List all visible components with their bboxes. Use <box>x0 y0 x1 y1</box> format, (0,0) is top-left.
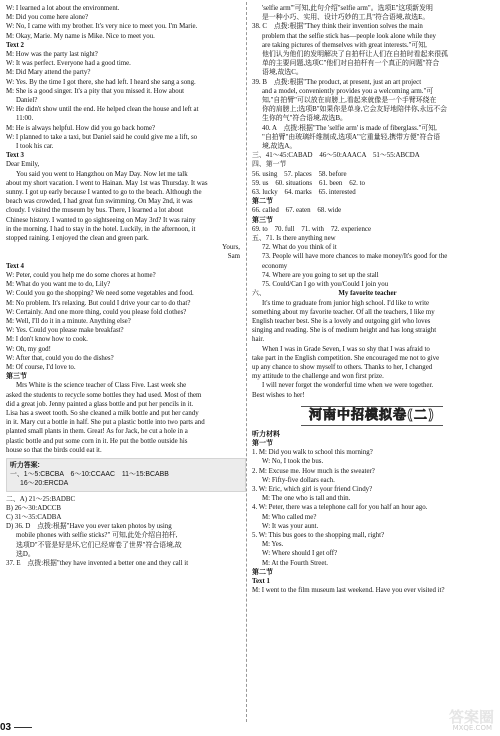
listening-line: W: Fifty-five dollars each. <box>262 476 335 484</box>
right-column <box>252 4 492 595</box>
listening-line: Text 1 <box>252 577 270 585</box>
text-line: M: He is always helpful. How did you go back home? <box>6 124 156 132</box>
text-line: M: Of course, I'd love to. <box>6 363 76 371</box>
answer-line: 37. E 点拨:根据"they have invented a better one and they call it <box>6 559 189 567</box>
page-number: 03 <box>0 722 32 733</box>
listening-line: 2. M: Excuse me. How much is the sweater? <box>252 467 375 475</box>
answers-line-2: 16～20:ERCDA <box>20 480 69 488</box>
listening-line: 1. M: Did you walk to school this morning? <box>252 449 373 457</box>
answer-line: 选D。 <box>16 550 35 558</box>
text-line: Text 4 <box>6 262 24 270</box>
watermark-url: MXQE.COM <box>452 724 492 732</box>
text-line: 你的肩膀上;选项B"如果你是单身,它会友好地陪伴你,永远不会 <box>262 106 448 114</box>
text-line: M: I don't know how to cook. <box>6 336 88 344</box>
text-line: 三、41～45:CABAD 46～50:AAACA 51～55:ABCDA <box>252 152 420 160</box>
text-line: about my short vacation. I went to Hainan. May 1st was Thursday. It was <box>6 179 208 187</box>
text-line: 59. us 60. situations 61. been 62. to <box>252 179 365 187</box>
listening-material <box>252 430 492 596</box>
text-line: 69. to 70. full 71. with 72. experience <box>252 225 372 233</box>
answer-line: C) 31～35:CADBA <box>6 513 62 521</box>
text-line: W: Peter, could you help me do some chores at home? <box>6 271 156 279</box>
text-line: You said you went to Hangzhou on May Day. Now let me talk <box>16 170 188 178</box>
text-line: 66. called 67. eaten 68. wide <box>252 207 342 215</box>
text-line: 境,故选A。 <box>262 143 297 151</box>
text-line: beach was crowded, I had great fun swimming. On May 2nd, it was <box>6 198 193 206</box>
text-line: sunny. I got up early because I wanted to go to the beach. Although the <box>6 189 202 197</box>
listening-line: 4. W: Peter, there was a telephone call for you half an hour ago. <box>252 504 428 512</box>
listening-line: M: I went to the film museum last weekend. Have you ever visited it? <box>252 587 445 595</box>
text-line: W: I learned a lot about the environment. <box>6 5 120 12</box>
text-line: 72. What do you think of it <box>262 244 337 252</box>
text-line: Yours, <box>222 244 240 252</box>
text-line: M: What do you want me to do, Lily? <box>6 281 111 289</box>
text-line: W: He didn't show until the end. He helped clean the house and left at <box>6 106 199 114</box>
text-line: M: No problem. It's relaxing. But could I drive your car to do that? <box>6 299 191 307</box>
banner-title: 河南中招模拟卷(二) <box>301 406 443 426</box>
text-line: house so that the birds could eat it. <box>6 446 102 454</box>
answers-title: 听力答案: <box>10 461 40 469</box>
essay-line: hair. <box>252 336 265 344</box>
text-line: Daniel? <box>16 97 38 105</box>
text-line: Text 2 <box>6 41 24 49</box>
listening-line: M: The one who is tall and thin. <box>262 495 351 503</box>
text-line: are taking pictures of themselves with great interests."可知, <box>262 41 427 49</box>
text-line: Mrs White is the science teacher of Class Five. Last week she <box>16 382 187 390</box>
essay-line: up any chance to show myself to others. Thanks to her, I changed <box>252 363 433 371</box>
essay-label: 六、 <box>252 290 266 298</box>
text-line: W: Yes. Could you please make breakfast? <box>6 327 124 335</box>
text-line: W: Oh, my god! <box>6 345 51 353</box>
listening-answers-box <box>6 458 246 492</box>
text-line: 56. using 57. places 58. before <box>252 170 347 178</box>
text-line: W: No, I came with my brother. It's very nice to meet you. I'm Marie. <box>6 23 198 31</box>
text-line: M: Well, I'll do it in a minute. Anything else? <box>6 317 131 325</box>
essay-title: My favorite teacher <box>338 290 397 298</box>
text-line: 五、71. Is there anything new <box>252 235 336 243</box>
text-line: Sam <box>227 253 240 261</box>
listening-line: 第一节 <box>252 438 273 447</box>
text-line: 语境,故选C。 <box>262 69 303 77</box>
section-banner <box>252 406 492 426</box>
text-line: 63. lucky 64. marks 65. interested <box>252 189 356 197</box>
listening-line: W: Where should I get off? <box>262 550 338 558</box>
text-line: "自拍臂"由玻璃纤维制成,选项A"它重量轻,携带方便"符合语 <box>262 133 441 141</box>
text-line: 四、第一节 <box>252 161 287 169</box>
listening-line: M: Yes. <box>262 541 284 549</box>
text-line: 74. Where are you going to set up the stall <box>262 271 379 279</box>
text-line: 38. C 点拨:根据"They think their invention solves the main <box>252 23 423 31</box>
text-line: planted small plants in them. Great! As for Jack, he cut a hole in a <box>6 428 188 436</box>
text-line: 39. B 点拨:根据"The product, at present, just an art project <box>252 78 422 86</box>
text-line: 单的主要问题,选项C"他们对自拍杆有一个真正的问题"符合 <box>262 60 440 68</box>
text-line: Chinese history. I wanted to go sightseeing on May 3rd? It was rainy <box>6 216 196 224</box>
text-line: 生你的气"符合语境,故选B。 <box>262 115 347 123</box>
text-line: Lisa has a sweet tooth. So she cleaned a milk bottle and put her candy <box>6 409 199 417</box>
text-line: M: How was the party last night? <box>6 51 98 59</box>
answer-line: B) 26～30:ADCCB <box>6 504 61 512</box>
text-line: W: It was perfect. Everyone had a good time. <box>6 60 131 68</box>
text-line: I took his car. <box>16 143 54 151</box>
answer-line: 选项D"不管是好是坏,它们已经席卷了世界"符合语境,故 <box>16 541 182 549</box>
text-line: W: I planned to take a taxi, but Daniel said he could give me a lift, so <box>6 133 198 141</box>
essay-line: something about my favorite teacher. Of all the teachers, I like my <box>252 308 435 316</box>
text-line: Text 3 <box>6 152 24 160</box>
text-line: M: Did you come here alone? <box>6 14 89 22</box>
text-line: 11:00. <box>16 115 34 123</box>
right-text-block <box>252 4 492 289</box>
left-column <box>6 4 246 568</box>
listening-line: M: Who called me? <box>262 513 317 521</box>
text-line: M: She is a good singer. It's a pity that you missed it. How about <box>6 87 185 95</box>
listening-line: 第二节 <box>252 567 273 576</box>
text-line: W: Could you go the shopping? We need some vegetables and food. <box>6 290 194 298</box>
listening-line: M: At the Fourth Street. <box>262 559 329 567</box>
text-line: W: Yes. By the time I got there, she had left. I heard she sang a song. <box>6 78 196 86</box>
text-line: 73. People will have more chances to make money/It's good for the <box>262 253 448 261</box>
text-line: plastic bottle and put some corn in it. He put the bottle outside his <box>6 437 188 445</box>
text-line: did a great job. Jenny painted a glass bottle and put her pencils in it. <box>6 400 194 408</box>
text-line: M: Okay, Marie. My name is Mike. Nice to meet you. <box>6 32 155 40</box>
text-line: in it. Mary cut a bottle in half. She put a plastic bottle into two parts and <box>6 419 205 427</box>
text-line: 第三节 <box>252 215 273 224</box>
listening-line: W: No, I took the bus. <box>262 458 324 466</box>
answer-line: 二、A) 21～25:BADBC <box>6 495 76 503</box>
text-line: stopped raining. I enjoyed the clean and green park. <box>6 235 149 243</box>
essay-line: my attitude to the challenge and won first prize. <box>252 373 384 381</box>
listening-line: 5. W: This bus goes to the shopping mall, right? <box>252 531 385 539</box>
text-line: 知,"自拍臂"可以放在肩膀上,看起来就像是一个手臂环绕在 <box>262 97 437 105</box>
text-line: 40. A 点拨:根据"The 'selfie arm' is made of fiberglass."可知, <box>262 124 437 132</box>
essay-heading <box>252 289 492 298</box>
answer-line: mobile phones with selfie sticks?" 可知,此处介绍自拍杆, <box>16 532 178 540</box>
text-line: asked the students to recycle some bottles they had used. Most of them <box>6 391 202 399</box>
text-line: 75. Could/Can I go with you/Could I join you <box>262 281 389 289</box>
text-line: economy <box>262 262 288 270</box>
text-line: M: Did Mary attend the party? <box>6 69 91 77</box>
left-text-block <box>6 4 246 455</box>
text-line: cloudy. I visited the museum by bus. There, I learned a lot about <box>6 207 184 215</box>
text-line: 他们认为他们的发明解决了自拍杆让人们在自拍时看起来很孤 <box>262 51 449 59</box>
text-line: 'selfie arm'"可知,此句介绍"selfie arm"。选项E"这项新发明 <box>262 5 433 12</box>
essay-line: I will never forget the wonderful time when we were together. <box>262 382 434 390</box>
text-line: 第三节 <box>6 372 27 381</box>
text-line: 第二节 <box>252 197 273 206</box>
text-line: W: After that, could you do the dishes? <box>6 354 114 362</box>
essay-line: Best wishes to her! <box>252 391 305 399</box>
listening-line: 3. W: Eric, which girl is your friend Cindy? <box>252 485 373 493</box>
listening-line: W: It was your aunt. <box>262 522 319 530</box>
text-line: W: Certainly. And one more thing, could you please fold clothes? <box>6 308 187 316</box>
essay-line: English teacher best. She is a lovely and outgoing girl who loves <box>252 317 431 325</box>
text-line: in the morning. I had to stay in the hotel. Luckily, in the afternoon, it <box>6 225 196 233</box>
essay-line: singing and reading. She is of medium height and has long straight <box>252 327 437 335</box>
essay-body <box>252 299 492 400</box>
text-line: Dear Emily, <box>6 161 40 169</box>
column-divider <box>246 2 247 722</box>
answer-line: D) 36. D 点拨:根据"Have you ever taken photos by using <box>6 523 172 531</box>
watermark-logo: 答案圈 <box>448 708 494 726</box>
essay-line: When I was in Grade Seven, I was so shy that I was afraid to <box>262 345 430 353</box>
essay-line: It's time to graduate from junior high school. I'd like to write <box>262 299 430 307</box>
text-line: and a model, conveniently provides you a welcoming arm."可 <box>262 87 434 95</box>
text-line: 是一种小巧、实用、设计巧妙的工具"符合语境,故选E。 <box>262 14 430 22</box>
essay-line: take part in the English competition. She encouraged me not to give <box>252 354 440 362</box>
reading-answers-block <box>6 495 246 569</box>
answers-line-1: 一、1～5:CBCBA 6～10:CCAAC 11～15:BCABB <box>10 471 169 479</box>
text-line: problem that the selfie stick has—people look alone while they <box>262 32 436 40</box>
listening-line: 听力材料 <box>252 429 280 438</box>
